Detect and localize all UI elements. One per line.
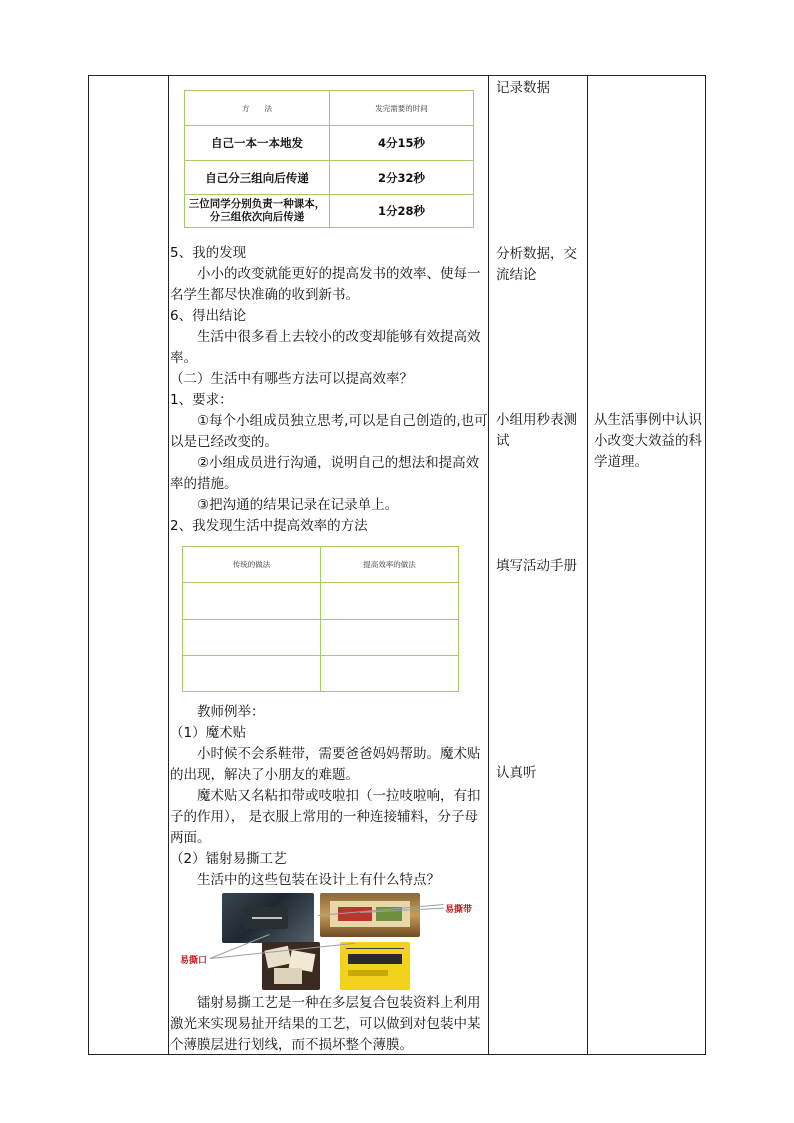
callout-tear-mouth: 易撕口: [180, 956, 208, 966]
requirement-item: ③把沟通的结果记录在记录单上。: [197, 497, 399, 513]
record-sheet-table: [182, 546, 459, 692]
table-header: 方 法: [242, 103, 272, 113]
section5-body: 小小的改变就能更好的提高发书的效率、使每一名学生都尽快准确的收到新书。: [170, 266, 481, 303]
laser-title: （2）镭射易撕工艺: [170, 851, 287, 867]
column-divider: [587, 75, 588, 1055]
table-cell: 自己一本一本地发: [211, 136, 303, 150]
laser-body: 镭射易撕工艺是一种在多层复合包装资料上利用激光来实现易扯开结果的工艺，可以做到对包装中某个薄膜层进行划线，而不损坏整个薄膜。: [170, 995, 481, 1053]
activity-handbook: 填写活动手册: [496, 558, 577, 574]
teaching-goal: 从生活事例中认识小改变大效益的科学道理。: [594, 412, 702, 470]
activity-analyze: 分析数据，交流结论: [496, 246, 577, 283]
method-time-table: [184, 90, 474, 228]
table-header: 发完需要的时间: [375, 103, 428, 113]
part2-title: （二）生活中有哪些方法可以提高效率？: [170, 371, 413, 387]
magic-paragraph: 魔术贴又名粘扣带或吱啦扣（一拉吱啦响，有扣子的作用）， 是衣服上常用的一种连接辅料，分子母两面。: [170, 788, 481, 846]
column-divider: [168, 75, 169, 1055]
photo-snack-bag: [320, 893, 420, 937]
magic-title: （1）魔术贴: [170, 725, 247, 741]
activity-listen: 认真听: [496, 765, 537, 781]
find-title: 2、我发现生活中提高效率的方法: [170, 518, 368, 534]
laser-question: 生活中的这些包装在设计上有什么特点？: [197, 872, 440, 888]
section6-title: 6、得出结论: [170, 308, 247, 324]
photo-yellow-pack: [340, 942, 410, 990]
table-header: 传统的做法: [232, 560, 271, 569]
table-cell: 4分15秒: [377, 136, 425, 150]
activity-record: 记录数据: [496, 80, 550, 96]
section6-body: 生活中很多看上去较小的改变却能够有效提高效率。: [170, 329, 481, 366]
requirement-item: ②小组成员进行沟通，说明自己的想法和提高效率的措施。: [170, 455, 480, 492]
example-title: 教师例举：: [197, 704, 265, 720]
table-cell: 三位同学分别负责一种课本，分三组依次向后传递: [188, 198, 326, 223]
requirements-title: 1、要求：: [170, 392, 233, 408]
column-divider: [488, 75, 489, 1055]
table-header: 提高效率的做法: [363, 560, 416, 569]
requirement-item: ①每个小组成员独立思考,可以是自己创造的,也可以是已经改变的。: [170, 413, 488, 450]
section5-title: 5、我的发现: [170, 245, 247, 261]
table-cell: 2分32秒: [377, 170, 425, 185]
magic-paragraph: 小时候不会系鞋带，需要爸爸妈妈帮助。魔术贴的出现，解决了小朋友的难题。: [170, 746, 481, 783]
table-cell: 1分28秒: [377, 204, 425, 218]
activity-timer: 小组用秒表测试: [496, 412, 577, 449]
callout-tear-strip: 易撕带: [445, 905, 473, 915]
table-cell: 自己分三组向后传递: [205, 170, 309, 185]
